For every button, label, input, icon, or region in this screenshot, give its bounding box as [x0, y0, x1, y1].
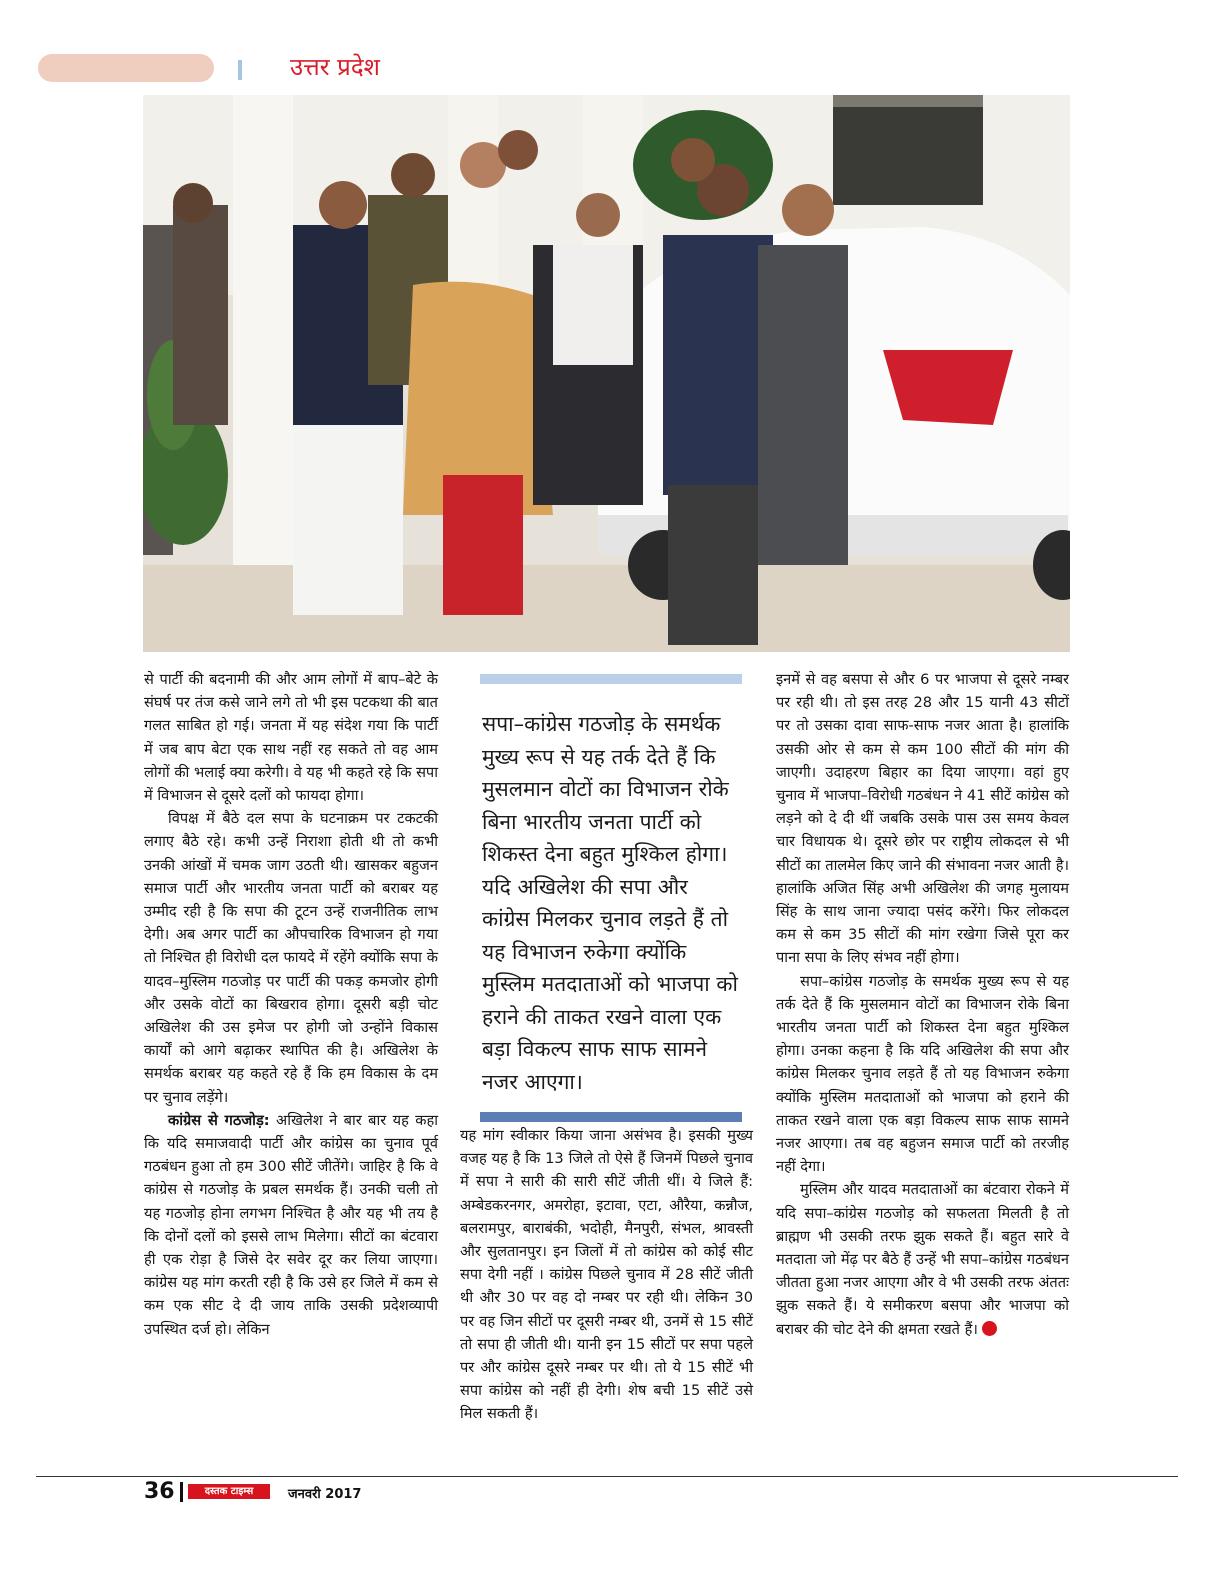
magazine-name: दस्तक टाइम्स [204, 1486, 254, 1497]
pull-quote [480, 674, 742, 1122]
paragraph-subheading [144, 1109, 438, 1341]
article-column-3 [776, 668, 1069, 1341]
paragraph: यह मांग स्वीकार किया जाना असंभव है। इसकी मुख्य वजह यह है कि 13 जिले तो ऐसे हैं जिनमें पिछले चुनाव में सपा ने सारी की सारी सीटें जीती थीं। ये जिले हैं: अम्बेडकरनगर, अमरोहा, इटावा, एटा, औरैया, कन्नौज, बलरामपुर, बाराबंकी, भदोही, मैनपुरी, संभल, श्रावस्ती और सुलतानपुर। इन जिलों में तो कांग्रेस को कोई सीट सपा देगी नहीं । कांग्रेस पिछले चुनाव में 28 सीटें जीती थी और 30 पर वह दो नम्बर पर रही थी। लेकिन 30 पर वह जिन सीटों पर दूसरी नम्बर थी, उनमें से 15 सीटें तो सपा ही जीती थी। यानी इन 15 सीटों पर सपा पहले पर और कांग्रेस दूसरे नम्बर पर थी। तो ये 15 सीटें भी सपा कांग्रेस को नहीं ही देगी। शेष बची 15 सीटें उसे मिल सकती हैं। [460, 1127, 753, 1423]
pull-quote-bottom-rule [480, 1112, 742, 1122]
subheading: कांग्रेस से गठजोड़: [168, 1111, 270, 1129]
end-mark-icon [982, 1321, 997, 1336]
footer-rule [36, 1476, 1178, 1477]
paragraph: इनमें से वह बसपा से और 6 पर भाजपा से दूसरे नम्बर पर रही थी। तो इस तरह 28 और 15 यानी 43 सीटों पर तो उसका दावा साफ-साफ नजर आता है। हालांकि उसकी ओर से कम से कम 100 सीटों की मांग की जाएगी। उदाहरण बिहार का दिया जाएगा। वहां हुए चुनाव में भाजपा–विरोधी गठबंधन ने 41 सीटें कांग्रेस को लड़ने को दे दी थीं जबकि उसके पास उस समय केवल चार विधायक थे। दूसरे छोर पर राष्ट्रीय लोकदल से भी सीटों का तालमेल किए जाने की संभावना नजर आती है। हालांकि अजित सिंह अभी अखिलेश की जगह मुलायम सिंह के साथ जाना ज्यादा पसंद करेंगे। फिर लोकदल कम से कम 35 सीटों की मांग रखेगा जिसे पूरा कर पाना सपा के लिए संभव नहीं होगा। [776, 671, 1069, 967]
magazine-logo [188, 1484, 270, 1499]
paragraph: विपक्ष में बैठे दल सपा के घटनाक्रम पर टकटकी लगाए बैठे रहे। कभी उन्हें निराशा होती थी तो कभी उनकी आंखों में चमक जाग उठती थी। खासकर बहुजन समाज पार्टी और भारतीय जनता पार्टी को बराबर यह उम्मीद रही है कि सपा की टूटन उन्हें राजनीतिक लाभ देगी। अब अगर पार्टी का औपचारिक विभाजन हो गया तो निश्चित ही विरोधी दल फायदे में रहेंगे क्योंकि सपा के यादव–मुस्लिम गठजोड़ पर पार्टी की पकड़ कमजोर होगी और उसके वोटों का बिखराव होगा। दूसरी बड़ी चोट अखिलेश की उस इमेज पर होगी जो उन्होंने विकास कार्यों को आगे बढ़ाकर स्थापित की है। अखिलेश के समर्थक बराबर यह कहते रहे हैं कि हम विकास के दम पर चुनाव लड़ेंगे। [144, 810, 438, 1106]
section-pill [38, 54, 214, 82]
page-number: 36 [144, 1479, 175, 1504]
issue-date: जनवरी 2017 [288, 1487, 362, 1502]
footer-divider [180, 1482, 183, 1502]
paragraph: सपा–कांग्रेस गठजोड़ के समर्थक मुख्य रूप से यह तर्क देते हैं कि मुसलमान वोटों का विभाजन रोके बिना भारतीय जनता पार्टी को शिकस्त देना बहुत मुश्किल होगा। उनका कहना है कि यदि अखिलेश की सपा और कांग्रेस मिलकर चुनाव लड़ते हैं तो यह विभाजन रुकेगा क्योंकि मुस्लिम मतदाताओं को भाजपा को हराने की ताकत रखने वाला एक बड़ा विकल्प साफ साफ सामने नजर आएगा। तब वह बहुजन समाज पार्टी को तरजीह नहीं देगा। [776, 972, 1069, 1176]
paragraph-text: अखिलेश ने बार बार यह कहा कि यदि समाजवादी पार्टी और कांग्रेस का चुनाव पूर्व गठबंधन हुआ तो हम 300 सीटें जीतेंगे। जाहिर है कि वे कांग्रेस से गठजोड़ के प्रबल समर्थक हैं। उनकी चली तो यह गठजोड़ होना लगभग निश्चित है और यह भी तय है कि दोनों दलों को इससे लाभ मिलेगा। सीटों का बंटवारा ही एक रोड़ा है जिसे देर सवेर दूर कर लिया जाएगा। कांग्रेस यह मांग करती रही है कि उसे हर जिले में कम से कम एक सीट दे दी जाय ताकि उसकी प्रदेशव्यापी उपस्थित दर्ज हो। लेकिन [144, 1111, 439, 1338]
paragraph: से पार्टी की बदनामी की और आम लोगों में बाप–बेटे के संघर्ष पर तंज कसे जाने लगे तो भी इस पटकथा की बात गलत साबित हो गई। जनता में यह संदेश गया कि पार्टी में जब बाप बेटा एक साथ नहीं रह सकते तो वह आम लोगों की भलाई क्या करेगी। वे यह भी कहते रहे कि सपा में विभाजन से दूसरे दलों को फायदा होगा। [144, 671, 438, 805]
paragraph-text: मुस्लिम और यादव मतदाताओं का बंटवारा रोकने में यदि सपा–कांग्रेस गठजोड़ को सफलता मिलती है तो ब्राह्मण भी उसकी तरफ झुक सकते हैं। बहुत सारे वे मतदाता जो मेंढ़ पर बैठे हैं उन्हें भी सपा–कांग्रेस गठबंधन जीतता हुआ नजर आएगा और वे भी उसकी तरफ अंततः झुक सकते हैं। ये समीकरण बसपा और भाजपा को बराबर की चोट देने की क्षमता रखते हैं। [776, 1181, 1069, 1338]
paragraph [776, 1178, 1069, 1340]
article-photo [143, 95, 1070, 652]
pull-quote-text: सपा–कांग्रेस गठजोड़ के समर्थक मुख्य रूप से यह तर्क देते हैं कि मुसलमान वोटों का विभाजन रोके बिना भारतीय जनता पार्टी को शिकस्त देना बहुत मुश्किल होगा। यदि अखिलेश की सपा और कांग्रेस मिलकर चुनाव लड़ते हैं तो यह विभाजन रुकेगा क्योंकि मुस्लिम मतदाताओं को भाजपा को हराने की ताकत रखने वाला एक बड़ा विकल्प साफ साफ सामने नजर आएगा। [482, 712, 738, 1094]
article-column-2 [460, 1124, 753, 1426]
pull-quote-top-rule [480, 674, 742, 684]
section-title: उत्तर प्रदेश [290, 53, 380, 81]
article-column-1 [144, 668, 438, 1341]
photo-illustration [143, 95, 1070, 652]
header-divider [238, 60, 242, 80]
